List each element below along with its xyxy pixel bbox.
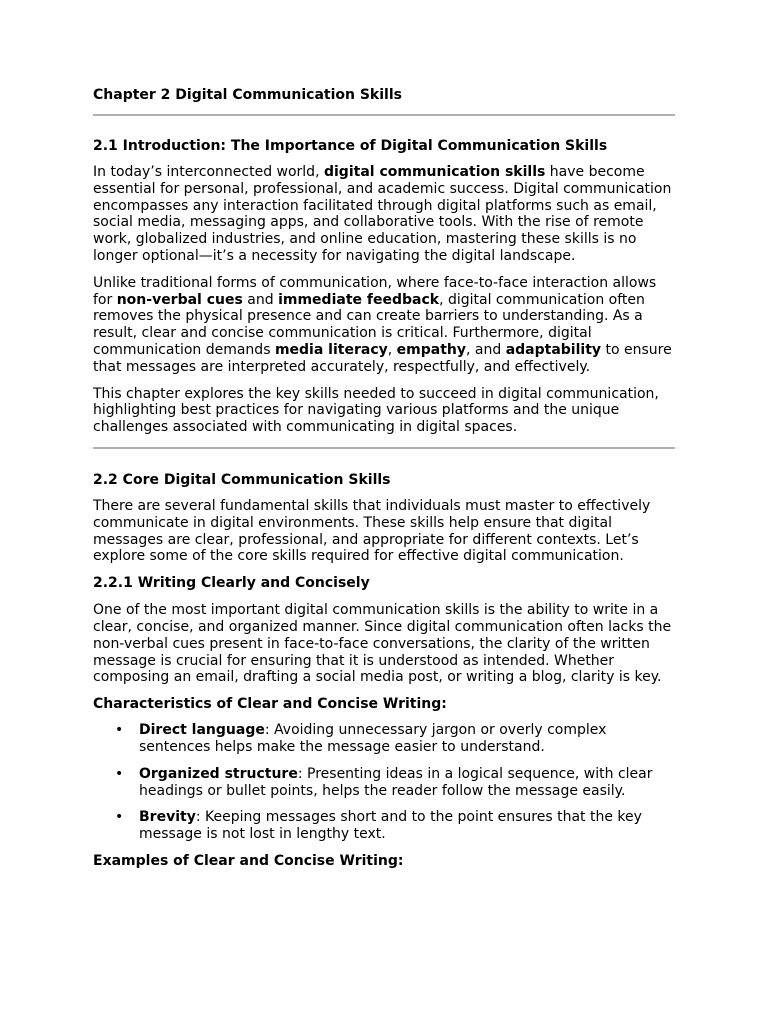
bullet-text: : Keeping messages short and to the point ensures that the key message is not lost in lengthy text. bbox=[139, 809, 642, 843]
bold-term: adaptability bbox=[505, 341, 602, 358]
bold-term: digital communication skills bbox=[323, 164, 546, 180]
document-content bbox=[93, 87, 675, 870]
characteristics-heading: Characteristics of Clear and Concise Writing: bbox=[93, 696, 447, 713]
text-run: , digital communication often removes the physical presence and can create barriers to understanding. As a result, clear and concise communication is critical. Furthermore, digital communication demands bbox=[93, 291, 645, 358]
bold-term: empathy bbox=[396, 341, 466, 358]
bullet-text: : Presenting ideas in a logical sequence, with clear headings or bullet points, helps the reader follow the message easily. bbox=[139, 765, 653, 799]
divider bbox=[93, 114, 675, 116]
text-run: and bbox=[242, 291, 279, 308]
text-run: Unlike traditional forms of communication, where face-to-face interaction allows for bbox=[93, 274, 657, 308]
bullet-term: Direct language bbox=[139, 722, 265, 739]
bullet-term: Organized structure bbox=[139, 765, 298, 782]
text-run: , bbox=[387, 341, 397, 358]
bullet-term: Brevity bbox=[139, 809, 196, 826]
text-run: have become essential for personal, professional, and academic success. Digital communication encompasses any interaction facilitated through digital platforms such as email, social media, messaging apps, and collaborative tools. With the rise of remote work, globalized industries, and online education, mastering these skills is no longer optional—it’s a necessity for navigating the digital landscape. bbox=[93, 164, 672, 264]
divider bbox=[93, 447, 675, 449]
paragraph bbox=[93, 275, 675, 376]
text-run: to ensure that messages are interpreted accurately, respectfully, and effectively. bbox=[93, 341, 672, 375]
bold-term: immediate feedback bbox=[278, 291, 440, 308]
text-run: , and bbox=[466, 341, 506, 358]
subsection-heading-2-2-1: 2.2.1 Writing Clearly and Concisely bbox=[93, 575, 370, 592]
bullet-icon: • bbox=[115, 765, 124, 782]
paragraph: This chapter explores the key skills needed to succeed in digital communication, highlighting best practices for navigating various platforms and the unique challenges associated with communicating in digital spaces. bbox=[93, 385, 659, 436]
paragraph: One of the most important digital communication skills is the ability to write in a clear, concise, and organized manner. Since digital communication often lacks the non-verbal cues present in face-to-face conversations, the clarity of the written message is crucial for ensuring that it is understood as intended. Whether composing an email, drafting a social media post, or writing a blog, clarity is key. bbox=[93, 602, 672, 686]
bullet-text: : Avoiding unnecessary jargon or overly complex sentences helps make the message easier to understand. bbox=[139, 722, 607, 755]
list-item bbox=[93, 809, 675, 843]
list-item bbox=[93, 722, 675, 756]
section-heading-2-1: 2.1 Introduction: The Importance of Digital Communication Skills bbox=[93, 138, 608, 154]
paragraph: There are several fundamental skills that individuals must master to effectively communicate in digital environments. These skills help ensure that digital messages are clear, professional, and appropriate for different contexts. Let’s explore some of the core skills required for effective digital communication. bbox=[93, 497, 651, 565]
section-heading-2-2: 2.2 Core Digital Communication Skills bbox=[93, 471, 391, 488]
list-item bbox=[93, 766, 675, 800]
chapter-title: Chapter 2 Digital Communication Skills bbox=[93, 87, 402, 103]
paragraph bbox=[93, 164, 675, 265]
examples-heading: Examples of Clear and Concise Writing: bbox=[93, 852, 404, 869]
characteristics-list bbox=[93, 722, 675, 843]
bullet-icon: • bbox=[115, 809, 124, 826]
bold-term: media literacy bbox=[274, 341, 388, 358]
bullet-icon: • bbox=[115, 722, 124, 739]
bold-term: non-verbal cues bbox=[116, 291, 243, 308]
text-run: In today’s interconnected world, bbox=[93, 164, 324, 180]
